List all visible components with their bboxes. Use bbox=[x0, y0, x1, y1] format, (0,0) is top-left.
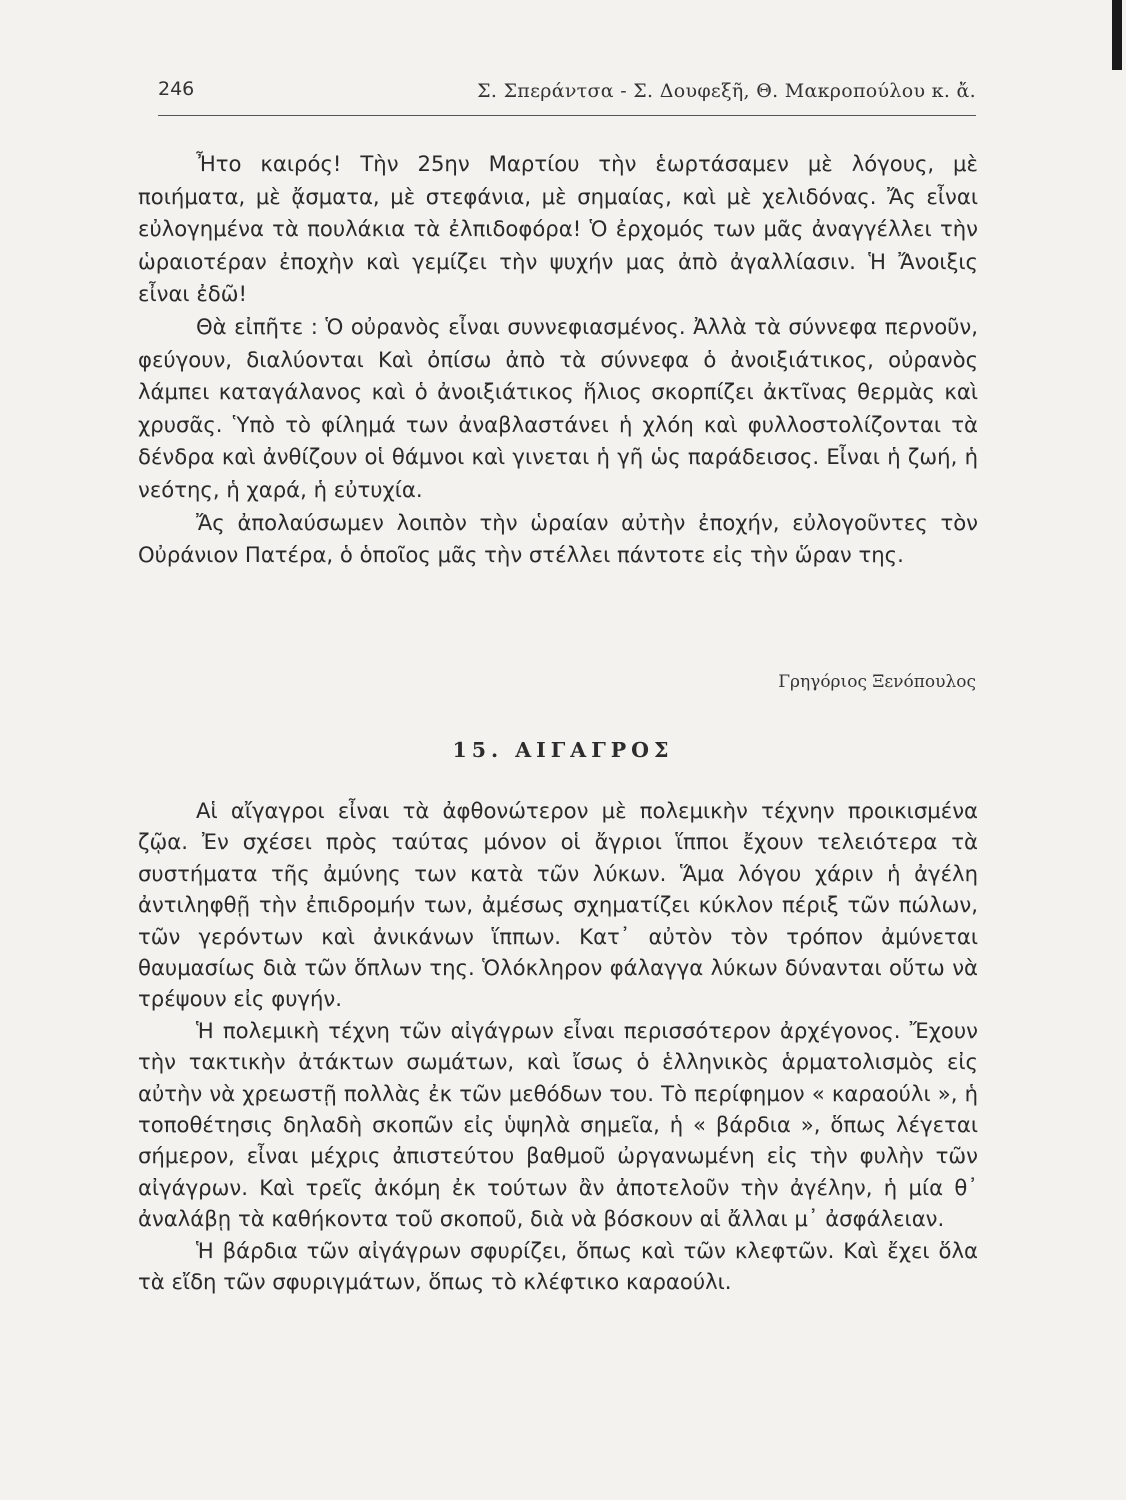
spring-text bbox=[138, 148, 978, 572]
paragraph: Ἡ βάρδια τῶν αἰγάγρων σφυρίζει, ὅπως καὶ τῶν κλεφτῶν. Καὶ ἔχει ὅλα τὰ εἴδη τῶν σφυριγμάτων, ὅπως τὸ κλέφτικο καραούλι. bbox=[138, 1237, 978, 1295]
author-signature: Γρηγόριος Ξενόπουλος bbox=[778, 672, 976, 692]
paragraph: Ἄς ἀπολαύσωμεν λοιπὸν τὴν ὡραίαν αὐτὴν ἐποχήν, εὐλογοῦντες τὸν Οὐράνιον Πατέρα, ὁ ὁποῖος μᾶς τὴν στέλλει πάντοτε εἰς τὴν ὥραν της. bbox=[138, 509, 978, 568]
paragraph: Θὰ εἰπῆτε : Ὁ οὐρανὸς εἶναι συννεφιασμένος. Ἀλλὰ τὰ σύννεφα περνοῦν, φεύγουν, διαλύονται Καὶ ὀπίσω ἀπὸ τὰ σύννεφα ὁ ἀνοιξιάτικος, οὐρανὸς λάμπει καταγάλανος καὶ ὁ ἀνοιξιάτικος ἥλιος σκορπίζει ἀκτῖνας θερμὰς καὶ χρυσᾶς. Ὑπὸ τὸ φίλημά των ἀναβλαστάνει ἡ χλόη καὶ φυλλοστολίζονται τὰ δένδρα καὶ ἀνθίζουν οἱ θάμνοι καὶ γινεται ἡ γῆ ὡς παράδεισος. Εἶναι ἡ ζωή, ἡ νεότης, ἡ χαρά, ἡ εὐτυχία. bbox=[138, 313, 978, 502]
header-rule bbox=[158, 115, 976, 116]
section-heading: 15. ΑΙΓΑΓΡΟΣ bbox=[452, 738, 674, 762]
running-head bbox=[158, 78, 976, 114]
scan-edge-mark bbox=[1112, 0, 1122, 70]
paragraph: Ἡ πολεμικὴ τέχνη τῶν αἰγάγρων εἶναι περισσότερον ἀρχέγονος. Ἔχουν τὴν τακτικὴν ἀτάκτων σωμάτων, καὶ ἴσως ὁ ἑλληνικὸς ἁρματολισμὸς εἰς αὐτὴν νὰ χρεωστῇ πολλὰς ἐκ τῶν μεθόδων του. Τὸ περίφημον « καραούλι », ἡ τοποθέτησις δηλαδὴ σκοπῶν εἰς ὑψηλὰ σημεῖα, ἡ « βάρδια », ὅπως λέγεται σήμερον, εἶναι μέχρις ἀπιστεύτου βαθμοῦ ὠργανωμένη εἰς τὴν φυλὴν τῶν αἰγάγρων. Καὶ τρεῖς ἀκόμη ἐκ τούτων ἂν ἀποτελοῦν τὴν ἀγέλην, ἡ μία θ᾽ ἀναλάβῃ τὰ καθήκοντα τοῦ σκοποῦ, διὰ νὰ βόσκουν αἱ ἄλλαι μ᾽ ἀσφάλειαν. bbox=[138, 1017, 978, 1232]
paragraph: Ἦτο καιρός! Τὴν 25ην Μαρτίου τὴν ἑωρτάσαμεν μὲ λόγους, μὲ ποιήματα, μὲ ᾄσματα, μὲ στεφάνια, μὲ σημαίας, καὶ μὲ χελιδόνας. Ἄς εἶναι εὐλογημένα τὰ πουλάκια τὰ ἐλπιδοφόρα! Ὁ ἐρχομός των μᾶς ἀναγγέλλει τὴν ὡραιοτέραν ἐποχὴν καὶ γεμίζει τὴν ψυχήν μας ἀπὸ ἀγαλλίασιν. Ἡ Ἄνοιξις εἶναι ἐδῶ! bbox=[138, 151, 978, 307]
page-number: 246 bbox=[158, 78, 195, 100]
running-title: Σ. Σπεράντσα - Σ. Δουφεξῆ, Θ. Μακροπούλου κ. ἄ. bbox=[477, 80, 976, 102]
section-body bbox=[138, 795, 978, 1298]
paragraph: Αἱ αἴγαγροι εἶναι τὰ ἀφθονώτερον μὲ πολεμικὴν τέχνην προικισμένα ζῷα. Ἐν σχέσει πρὸς ταύτας μόνον οἱ ἄγριοι ἵπποι ἔχουν τελειότερα τὰ συστήματα τῆς ἀμύνης των κατὰ τῶν λύκων. Ἅμα λόγου χάριν ἡ ἀγέλη ἀντιληφθῇ τὴν ἐπιδρομήν των, ἀμέσως σχηματίζει κύκλον πέριξ τῶν πώλων, τῶν γερόντων καὶ ἀνικάνων ἵππων. Κατ᾽ αὐτὸν τὸν τρόπον ἀμύνεται θαυμασίως διὰ τῶν ὅπλων της. Ὁλόκληρον φάλαγγα λύκων δύνανται οὕτω νὰ τρέψουν εἰς φυγήν. bbox=[138, 798, 978, 1012]
